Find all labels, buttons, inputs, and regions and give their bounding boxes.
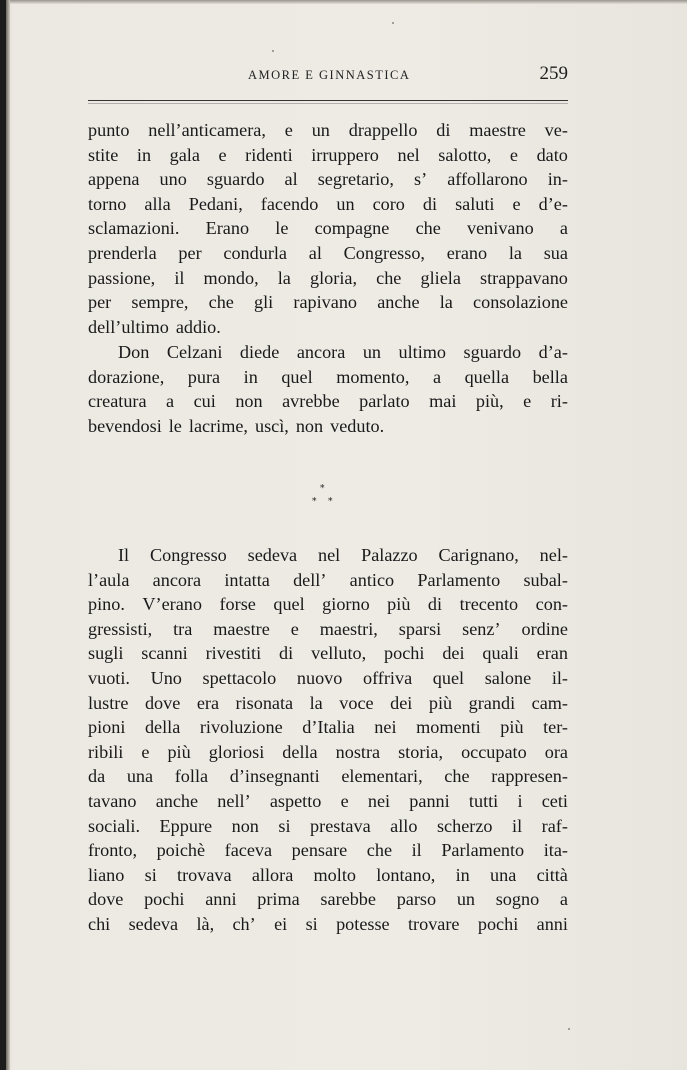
text-line: sclamazioni. Erano le compagne che venivano a [88, 218, 568, 239]
text-line: lustre dove era risonata la voce dei più grandi cam- [88, 692, 568, 713]
text-line: da una folla d’insegnanti elementari, che rappresen- [88, 766, 568, 787]
paper-speck [568, 1028, 570, 1030]
text-line: pino. V’erano forse quel giorno più di trecento con- [88, 594, 568, 615]
text-line: appena uno sguardo al segretario, s’ affollarono in- [88, 169, 568, 190]
asterisk: * [312, 497, 317, 507]
text-line: Il Congresso sedeva nel Palazzo Carignano, nel- [118, 545, 568, 565]
page-top-edge [0, 0, 687, 4]
text-line: Don Celzani diede ancora un ultimo sguardo d’a- [118, 342, 568, 362]
text-line: bevendosi le lacrime, uscì, non veduto. [88, 415, 385, 436]
text-line: chi sedeva là, ch’ ei si potesse trovare pochi anni [88, 913, 568, 934]
paragraph-don-celzani [88, 340, 568, 438]
paper-speck [272, 50, 274, 52]
page-header [90, 62, 568, 92]
text-line: prenderla per condurla al Congresso, erano la sua [88, 242, 568, 263]
text-line: sugli scanni rivestiti di velluto, pochi dei quali eran [88, 643, 568, 664]
paragraph-continuation [88, 118, 568, 339]
asterisk: * [320, 484, 325, 494]
running-title: AMORE E GINNASTICA [248, 68, 411, 82]
text-line: sociali. Eppure non si prestava allo scherzo il raf- [88, 815, 568, 836]
text-line: passione, il mondo, la gloria, che gliela strappavano [88, 267, 568, 288]
paragraph-congresso [88, 543, 568, 937]
text-line: dell’ultimo addio. [88, 316, 221, 337]
text-line: vuoti. Uno spettacolo nuovo offriva quel salone il- [88, 667, 568, 688]
header-rule-shadow [88, 103, 568, 104]
text-line: ribili e più gloriosi della nostra storia, occupato ora [88, 741, 568, 762]
asterisk: * [328, 497, 333, 507]
text-line: punto nell’anticamera, e un drappello di maestre ve- [88, 120, 568, 140]
text-line: per sempre, che gli rapivano anche la consolazione [88, 292, 568, 313]
text-line: tavano anche nell’ aspetto e nei panni tutti i ceti [88, 790, 568, 811]
text-line: torno alla Pedani, facendo un coro di saluti e d’e- [88, 193, 568, 214]
text-line: creatura a cui non avrebbe parlato mai più, e ri- [88, 391, 568, 412]
header-rule [88, 100, 568, 101]
section-separator-asterism [300, 484, 350, 514]
text-line: dove pochi anni prima sarebbe parso un sogno a [88, 889, 568, 910]
text-line: stite in gala e ridenti irruppero nel salotto, e dato [88, 144, 568, 165]
paper-speck [392, 22, 394, 24]
text-line: pioni della rivoluzione d’Italia nei momenti più ter- [88, 717, 568, 738]
text-line: fronto, poichè faceva pensare che il Parlamento ita- [88, 840, 568, 861]
text-line: liano si trovava allora molto lontano, in una città [88, 864, 568, 885]
text-line: gressisti, tra maestre e maestri, sparsi senz’ ordine [88, 618, 568, 639]
page-number: 259 [539, 63, 568, 84]
text-line: dorazione, pura in quel momento, a quella bella [88, 366, 568, 387]
text-line: l’aula ancora intatta dell’ antico Parlamento subal- [88, 569, 568, 590]
book-gutter [6, 0, 10, 1070]
